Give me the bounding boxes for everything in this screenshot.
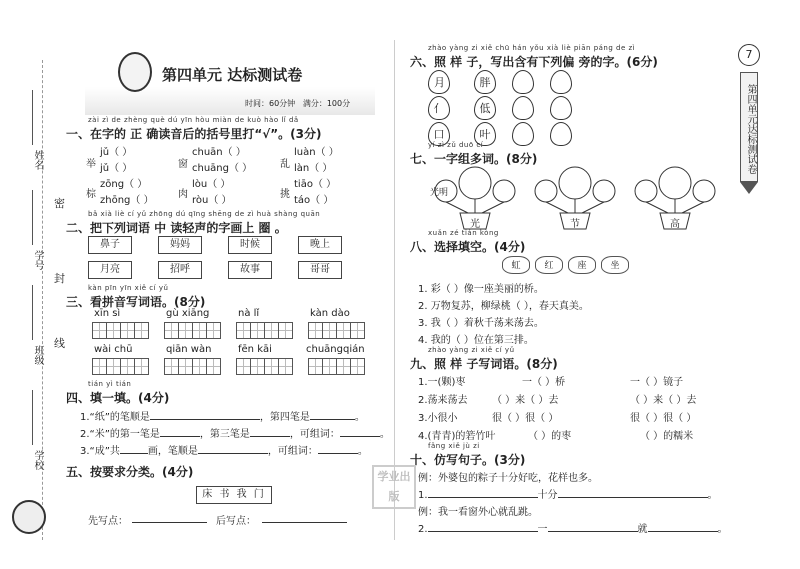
s6-title: 六、照 样 子，写出含有下列偏 旁的字。(6分) (410, 55, 658, 69)
s3-grid-6[interactable] (236, 358, 292, 379)
s1-pinyin: zài zì de zhèng què dú yīn hòu miàn de kuò hào lǐ dǎ (88, 116, 299, 124)
s4-l2d-text: 。 (379, 429, 390, 440)
s10-l1-end: 。 (707, 490, 718, 501)
s6-pinyin: zhào yàng zi xiě chū hán yǒu xià liè piān páng de zì (428, 44, 636, 52)
s4-pinyin: tián yì tián (88, 380, 132, 388)
s9-pinyin: zhào yàng zi xiě cí yǔ (428, 346, 515, 354)
s5-chars-box: 床 书 我 门 (196, 486, 272, 504)
s8-line-3[interactable]: 3. 我（ ）着秋千荡来荡去。 (418, 318, 544, 329)
s1-opt-3a[interactable]: zōng（ ） (100, 179, 148, 190)
s7-pot-0: 光 (470, 219, 480, 230)
s6-peach-2-3[interactable] (550, 122, 572, 146)
unit-title: 第四单元 达标测试卷 (162, 66, 303, 84)
s10-l1-num: 1. (418, 490, 428, 501)
seal-xian: 线 (54, 337, 65, 350)
s3-grid-7[interactable] (308, 358, 364, 379)
s10-l1-word: 十分 (537, 490, 558, 501)
s6-peach-2-0: 口 (428, 122, 450, 146)
s6-peach-2-2[interactable] (512, 122, 534, 146)
s3-py-4: wài chū (94, 344, 133, 355)
s9-r1-b[interactable]: 一（ ）镜子 (630, 377, 684, 388)
s2-word-6[interactable]: 故事 (228, 261, 272, 279)
s4-l1-text: 1.“纸”的笔顺是 (80, 412, 150, 423)
right-tab-label: 第四单元达标测试卷 (745, 84, 756, 174)
s1-char-3: 棕 (86, 189, 96, 200)
s10-pinyin: fǎng xiě jù zi (428, 442, 480, 450)
s3-py-7: chuāngqián (306, 344, 365, 355)
s1-grid (86, 145, 376, 210)
s1-char-5: 挑 (280, 189, 290, 200)
s4-blank-1a[interactable] (150, 419, 260, 420)
s3-title: 三、看拼音写词语。(8分) (66, 295, 206, 309)
s3-py-1: gù xiāng (166, 308, 210, 319)
s4-l3c-text: ，可组词： (267, 446, 318, 457)
s8-title: 八、选择填空。(4分) (410, 240, 526, 254)
s9-r4-b[interactable]: （ ）的糯米 (640, 431, 694, 442)
s10-line-1 (418, 486, 718, 501)
name-label: 姓名 (32, 150, 43, 170)
s6-peach-0-3[interactable] (550, 70, 572, 94)
number-label: 学号 (32, 250, 43, 270)
s10-l2-word1: 一 (537, 524, 548, 535)
s1-opt-2a[interactable]: luàn（ ） (294, 147, 339, 158)
s8-option-0: 虹 (502, 256, 530, 274)
s9-r4-a[interactable]: （ ）的枣 (528, 431, 572, 442)
s2-word-2[interactable]: 时候 (228, 236, 272, 254)
time-label: 时间： (245, 99, 269, 108)
s2-word-0[interactable]: 鼻子 (88, 236, 132, 254)
s6-peach-0-2[interactable] (512, 70, 534, 94)
s4-blank-3a[interactable] (120, 453, 148, 454)
s4-l2b-text: ，第三笔是 (199, 429, 250, 440)
s9-r3-a[interactable]: 很（ ）很（ ） (492, 413, 559, 424)
s6-peach-1-3[interactable] (550, 96, 572, 120)
s8-option-2: 座 (568, 256, 596, 274)
seal-mi: 密 (54, 197, 65, 210)
class-line (32, 285, 33, 340)
s1-opt-5b[interactable]: táo（ ） (294, 195, 334, 206)
s1-opt-3b[interactable]: zhōng（ ） (100, 195, 154, 206)
flower-pot-2 (530, 165, 620, 230)
school-label: 学校 (32, 450, 43, 470)
s10-blank-1b[interactable] (558, 497, 708, 498)
s7-title: 七、一字组多词。(8分) (410, 152, 538, 166)
s1-opt-5a[interactable]: tiāo（ ） (294, 179, 337, 190)
s2-word-5[interactable]: 招呼 (158, 261, 202, 279)
s10-example-1: 例：外婆包的粽子十分好吃，花样也多。 (418, 473, 598, 484)
s7-pinyin: yí zì zǔ duō cí (428, 141, 484, 149)
s3-py-2: nà lǐ (238, 308, 260, 319)
s1-char-0: 举 (86, 159, 96, 170)
s3-grid-3[interactable] (308, 322, 364, 343)
s10-l2-end: 。 (717, 524, 728, 535)
s8-option-1: 红 (535, 256, 563, 274)
school-line (32, 390, 33, 445)
s10-l2-num: 2. (418, 524, 428, 535)
s4-blank-2a[interactable] (160, 436, 200, 437)
s6-peach-0-0 (428, 70, 450, 94)
flower-pot-3 (630, 165, 720, 230)
s9-r1-a[interactable]: 一（ ）桥 (522, 377, 566, 388)
seal-feng: 封 (54, 272, 65, 285)
s4-l2-text: 2.“米”的第一笔是 (80, 429, 160, 440)
s5-title: 五、按要求分类。(4分) (66, 465, 194, 479)
s10-blank-2c[interactable] (648, 531, 718, 532)
s4-line-2 (80, 425, 390, 440)
s6-peach-1-0: 亻 (428, 96, 450, 120)
s3-pinyin: kàn pīn yīn xiě cí yǔ (88, 284, 169, 292)
s3-grid-5[interactable] (164, 358, 220, 379)
s9-r2-b[interactable]: （ ）来（ ）去 (630, 395, 697, 406)
s9-title: 九、照 样 子写词语。(8分) (410, 357, 558, 371)
s6-peach-2-1[interactable]: 叶 (474, 122, 496, 146)
s10-title: 十、仿写句子。(3分) (410, 453, 526, 467)
s8-line-4[interactable]: 4. 我的（ ）位在第三排。 (418, 335, 534, 346)
s4-l3-text: 3.“成”共 (80, 446, 120, 457)
s1-opt-0b[interactable]: jǔ（ ） (100, 163, 133, 174)
s3-py-6: fēn kāi (238, 344, 272, 355)
time-info (245, 98, 350, 109)
s1-opt-0a[interactable]: jǔ（ ） (100, 147, 133, 158)
s8-line-2[interactable]: 2. 万物复苏，柳绿桃（ ），春天真美。 (418, 301, 589, 312)
s9-r1-ex: 1.一(颗)枣 (418, 377, 466, 388)
s1-opt-1b[interactable]: chuāng（ ） (192, 163, 253, 174)
s3-py-3: kàn dào (310, 308, 350, 319)
s7-pot-1: 节 (570, 219, 580, 230)
s4-l3d-text: 。 (357, 446, 368, 457)
flower-pot-1 (430, 165, 520, 230)
s3-grid-2[interactable] (236, 322, 292, 343)
s5-after-label: 后写点： (216, 516, 256, 527)
s2-word-7[interactable]: 哥哥 (298, 261, 342, 279)
s4-l2c-text: ，可组词： (289, 429, 340, 440)
s5-first-blank[interactable] (132, 522, 207, 523)
s4-l1b-text: ，第四笔是 (259, 412, 310, 423)
s7-example: 光明 (430, 188, 449, 198)
s6-peach-0-1[interactable]: 胖 (474, 70, 496, 94)
mascot-icon (118, 52, 152, 92)
s6-radical-0: 月 (434, 76, 445, 89)
s2-title: 二、把下列词语 中 读轻声的字画上 圈 。 (66, 221, 287, 235)
s6-peach-1-1[interactable]: 低 (474, 96, 496, 120)
number-line (32, 190, 33, 245)
s9-r2-ex: 2.荡来荡去 (418, 395, 468, 406)
s4-title: 四、填一填。(4分) (66, 391, 170, 405)
s1-char-2: 乱 (280, 159, 290, 170)
s7-pot-2: 高 (670, 219, 680, 230)
s1-opt-2b[interactable]: làn（ ） (294, 163, 333, 174)
s6-peach-1-2[interactable] (512, 96, 534, 120)
s3-grid-0[interactable] (92, 322, 148, 343)
s8-line-1[interactable]: 1. 彩（ ）像一座美丽的桥。 (418, 284, 544, 295)
s8-pinyin: xuǎn zé tián kòng (428, 229, 499, 237)
s2-word-3[interactable]: 晚上 (298, 236, 342, 254)
panda-mascot-icon (12, 500, 46, 534)
name-line (32, 90, 33, 145)
s3-grid-4[interactable] (92, 358, 148, 379)
s4-blank-2b[interactable] (250, 436, 290, 437)
s9-r3-b[interactable]: 很（ ）很（ ） (630, 413, 697, 424)
score-label: 满分： (302, 99, 327, 108)
s3-grid-1[interactable] (164, 322, 220, 343)
s2-word-4[interactable]: 月亮 (88, 261, 132, 279)
time-value: 60分钟 (269, 99, 296, 108)
s9-r2-a[interactable]: （ ）来（ ）去 (492, 395, 559, 406)
page-number: 7 (738, 44, 760, 66)
s8-option-3: 坐 (601, 256, 629, 274)
s3-py-0: xīn sì (94, 308, 121, 319)
s1-char-4: 肉 (178, 189, 188, 200)
s2-pinyin: bǎ xià liè cí yǔ zhōng dú qīng shēng de zì huà shàng quān (88, 210, 321, 218)
s10-blank-2a[interactable] (428, 531, 538, 532)
s1-title: 一、在字的 正 确读音后的括号里打“√”。(3分) (66, 127, 322, 141)
s2-word-1[interactable]: 妈妈 (158, 236, 202, 254)
s10-line-2 (418, 520, 728, 535)
class-label: 班级 (32, 345, 43, 365)
s4-line-3 (80, 442, 368, 457)
s5-after-blank[interactable] (262, 522, 347, 523)
s1-opt-1a[interactable]: chuān（ ） (192, 147, 246, 158)
s4-line-1 (80, 408, 365, 423)
s9-r4-ex: 4.(青青)的箬竹叶 (418, 431, 496, 442)
publisher-stamp: 学业出版 (372, 465, 416, 509)
s4-blank-3c[interactable] (318, 453, 358, 454)
s9-r3-ex: 3.小很小 (418, 413, 458, 424)
s10-l2-word2: 就 (637, 524, 648, 535)
s10-example-2: 例：我一看窗外心就乱跳。 (418, 507, 538, 518)
s3-py-5: qiān wàn (166, 344, 212, 355)
s5-first-label: 先写点： (88, 516, 128, 527)
s10-blank-2b[interactable] (548, 531, 638, 532)
score-value: 100分 (326, 99, 351, 108)
s4-blank-2c[interactable] (340, 436, 380, 437)
s1-opt-4a[interactable]: lòu（ ） (192, 179, 231, 190)
s4-l3b-text: 画，笔顺是 (147, 446, 198, 457)
s4-blank-3b[interactable] (198, 453, 268, 454)
s4-l1c-text: 。 (354, 412, 365, 423)
pencil-tip-icon (740, 182, 758, 194)
s4-blank-1b[interactable] (310, 419, 355, 420)
s10-blank-1a[interactable] (428, 497, 538, 498)
s1-char-1: 窗 (178, 159, 188, 170)
s1-opt-4b[interactable]: ròu（ ） (192, 195, 232, 206)
